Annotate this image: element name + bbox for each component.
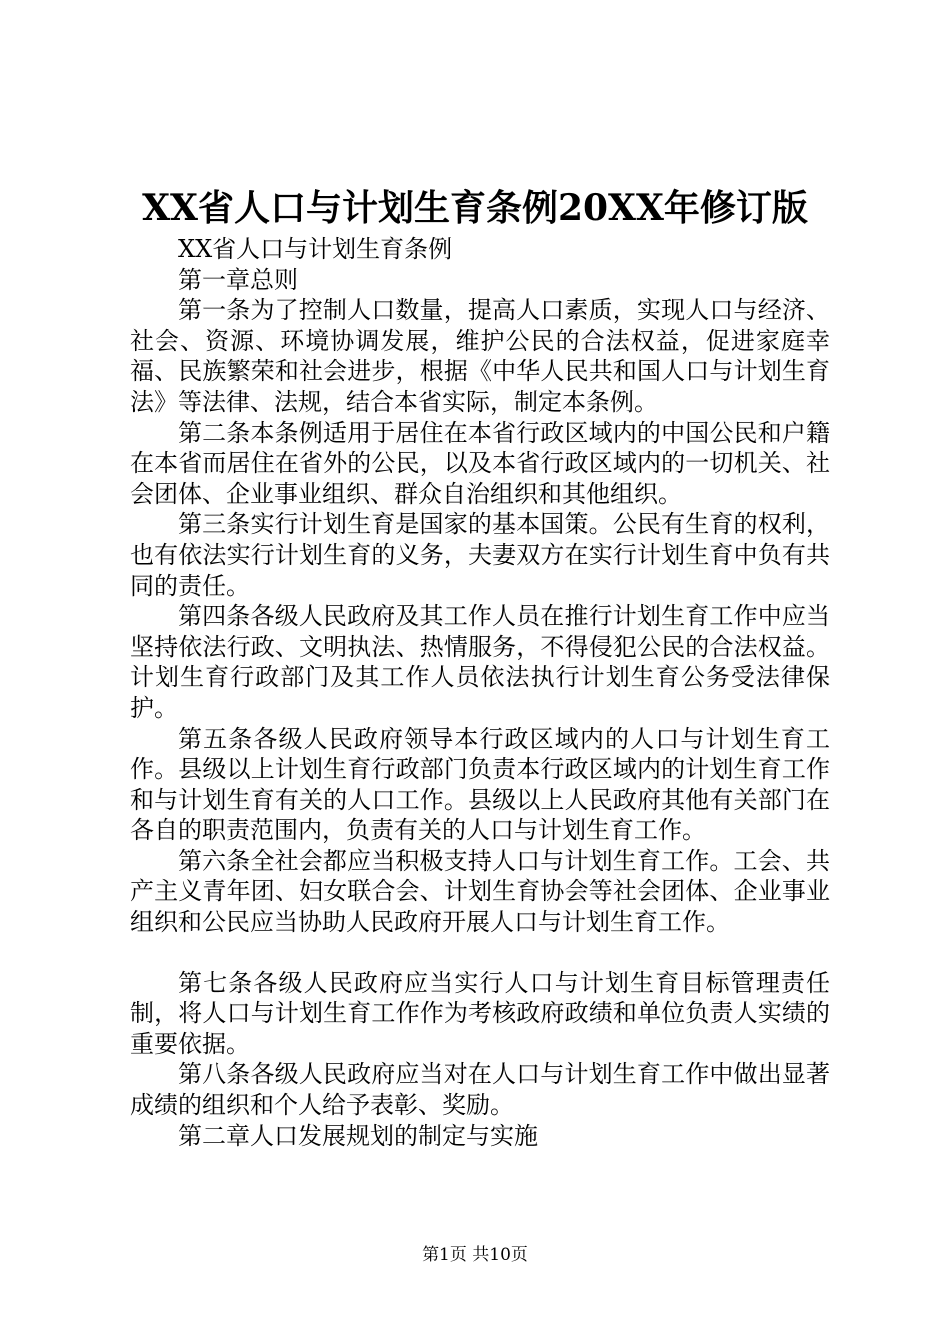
document-title: XX省人口与计划生育条例20XX年修订版 bbox=[142, 187, 808, 229]
article-paragraph: 第六条全社会都应当积极支持人口与计划生育工作。工会、共产主义青年团、妇女联合会、计划生育协会等社会团体、企业事业组织和公民应当协助人民政府开展人口与计划生育工作。 bbox=[130, 846, 830, 937]
article-paragraph: 第八条各级人民政府应当对在人口与计划生育工作中做出显著成绩的组织和个人给予表彰、奖励。 bbox=[130, 1060, 830, 1120]
document-body bbox=[130, 234, 830, 1151]
page-number-footer: 第1页 共10页 bbox=[422, 1245, 528, 1265]
article-paragraph: 第三条实行计划生育是国家的基本国策。公民有生育的权利，也有依法实行计划生育的义务，夫妻双方在实行计划生育中负有共同的责任。 bbox=[130, 510, 830, 600]
chapter-heading: 第一章总则 bbox=[178, 265, 298, 294]
article-paragraph: 第五条各级人民政府领导本行政区域内的人口与计划生育工作。县级以上计划生育行政部门负责本行政区域内的计划生育工作和与计划生育有关的人口工作。县级以上人民政府其他有关部门在各自的职责范围内，负责有关的人口与计划生育工作。 bbox=[130, 724, 830, 845]
article-paragraph: 第二条本条例适用于居住在本省行政区域内的中国公民和户籍在本省而居住在省外的公民，以及本省行政区域内的一切机关、社会团体、企业事业组织、群众自治组织和其他组织。 bbox=[130, 418, 830, 508]
article-paragraph: 第七条各级人民政府应当实行人口与计划生育目标管理责任制，将人口与计划生育工作作为考核政府政绩和单位负责人实绩的重要依据。 bbox=[130, 968, 830, 1058]
law-name-line: XX省人口与计划生育条例 bbox=[178, 235, 453, 263]
article-paragraph: 第四条各级人民政府及其工作人员在推行计划生育工作中应当坚持依法行政、文明执法、热情服务，不得侵犯公民的合法权益。计划生育行政部门及其工作人员依法执行计划生育公务受法律保护。 bbox=[130, 602, 830, 722]
article-paragraph: 第一条为了控制人口数量，提高人口素质，实现人口与经济、社会、资源、环境协调发展，维护公民的合法权益，促进家庭幸福、民族繁荣和社会进步，根据《中华人民共和国人口与计划生育法》等法律、法规，结合本省实际，制定本条例。 bbox=[130, 296, 830, 416]
chapter-heading: 第二章人口发展规划的制定与实施 bbox=[178, 1121, 538, 1150]
